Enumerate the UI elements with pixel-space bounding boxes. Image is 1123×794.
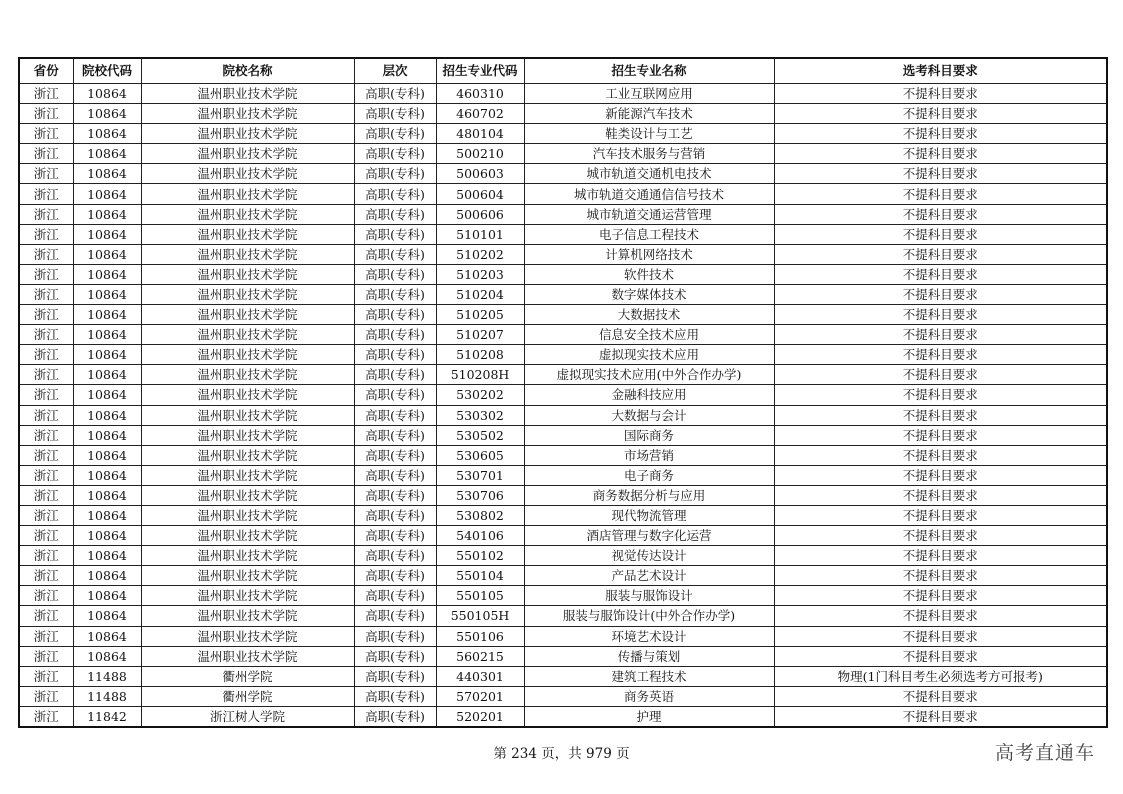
cell-major-name: 商务英语 <box>524 686 774 706</box>
cell-province: 浙江 <box>19 224 73 244</box>
cell-school-name: 衢州学院 <box>141 686 354 706</box>
cell-subject-requirement: 不提科目要求 <box>774 505 1107 525</box>
cell-major-name: 国际商务 <box>524 425 774 445</box>
table-row <box>19 204 1107 224</box>
cell-major-code: 530802 <box>436 505 524 525</box>
cell-school-name: 温州职业技术学院 <box>141 184 354 204</box>
cell-province: 浙江 <box>19 485 73 505</box>
cell-level: 高职(专科) <box>354 706 436 727</box>
cell-province: 浙江 <box>19 626 73 646</box>
cell-major-code: 510208 <box>436 345 524 365</box>
cell-province: 浙江 <box>19 345 73 365</box>
table-row <box>19 485 1107 505</box>
cell-major-code: 510202 <box>436 244 524 264</box>
cell-level: 高职(专科) <box>354 465 436 485</box>
cell-major-name: 护理 <box>524 706 774 727</box>
table-row <box>19 626 1107 646</box>
cell-province: 浙江 <box>19 606 73 626</box>
cell-major-code: 530202 <box>436 385 524 405</box>
cell-school-name: 浙江树人学院 <box>141 706 354 727</box>
cell-major-name: 城市轨道交通通信信号技术 <box>524 184 774 204</box>
cell-subject-requirement: 不提科目要求 <box>774 345 1107 365</box>
cell-school-name: 温州职业技术学院 <box>141 646 354 666</box>
cell-major-code: 560215 <box>436 646 524 666</box>
cell-province: 浙江 <box>19 666 73 686</box>
cell-major-name: 汽车技术服务与营销 <box>524 144 774 164</box>
cell-school-code: 10864 <box>73 365 141 385</box>
watermark-logo: 高考直通车 <box>994 742 1095 764</box>
cell-province: 浙江 <box>19 264 73 284</box>
cell-subject-requirement: 不提科目要求 <box>774 586 1107 606</box>
cell-major-code: 530706 <box>436 485 524 505</box>
cell-province: 浙江 <box>19 84 73 104</box>
table-row <box>19 164 1107 184</box>
cell-province: 浙江 <box>19 305 73 325</box>
table-row <box>19 84 1107 104</box>
cell-major-name: 服装与服饰设计 <box>524 586 774 606</box>
table-row <box>19 244 1107 264</box>
cell-major-name: 市场营销 <box>524 445 774 465</box>
cell-level: 高职(专科) <box>354 144 436 164</box>
table-row <box>19 666 1107 686</box>
cell-school-code: 10864 <box>73 505 141 525</box>
cell-level: 高职(专科) <box>354 104 436 124</box>
cell-province: 浙江 <box>19 284 73 304</box>
cell-major-name: 视觉传达设计 <box>524 546 774 566</box>
cell-school-name: 温州职业技术学院 <box>141 405 354 425</box>
cell-major-code: 510204 <box>436 284 524 304</box>
cell-major-code: 570201 <box>436 686 524 706</box>
cell-major-name: 计算机网络技术 <box>524 244 774 264</box>
header-major-code: 招生专业代码 <box>436 58 524 84</box>
cell-major-code: 550106 <box>436 626 524 646</box>
cell-school-name: 温州职业技术学院 <box>141 204 354 224</box>
cell-level: 高职(专科) <box>354 666 436 686</box>
cell-school-code: 11488 <box>73 686 141 706</box>
cell-school-code: 10864 <box>73 586 141 606</box>
cell-major-name: 大数据与会计 <box>524 405 774 425</box>
cell-subject-requirement: 不提科目要求 <box>774 325 1107 345</box>
cell-level: 高职(专科) <box>354 224 436 244</box>
cell-province: 浙江 <box>19 586 73 606</box>
cell-subject-requirement: 不提科目要求 <box>774 526 1107 546</box>
cell-level: 高职(专科) <box>354 606 436 626</box>
cell-province: 浙江 <box>19 325 73 345</box>
table-row <box>19 445 1107 465</box>
table-row <box>19 646 1107 666</box>
cell-major-code: 540106 <box>436 526 524 546</box>
table-row <box>19 546 1107 566</box>
cell-level: 高职(专科) <box>354 646 436 666</box>
cell-province: 浙江 <box>19 184 73 204</box>
cell-level: 高职(专科) <box>354 124 436 144</box>
cell-subject-requirement: 不提科目要求 <box>774 706 1107 727</box>
cell-level: 高职(专科) <box>354 405 436 425</box>
table-row <box>19 526 1107 546</box>
header-major-name: 招生专业名称 <box>524 58 774 84</box>
cell-major-code: 550105 <box>436 586 524 606</box>
cell-major-code: 510207 <box>436 325 524 345</box>
cell-school-name: 温州职业技术学院 <box>141 164 354 184</box>
cell-school-code: 10864 <box>73 204 141 224</box>
cell-province: 浙江 <box>19 405 73 425</box>
cell-province: 浙江 <box>19 144 73 164</box>
cell-level: 高职(专科) <box>354 204 436 224</box>
cell-major-name: 服装与服饰设计(中外合作办学) <box>524 606 774 626</box>
cell-level: 高职(专科) <box>354 305 436 325</box>
cell-subject-requirement: 不提科目要求 <box>774 445 1107 465</box>
cell-province: 浙江 <box>19 686 73 706</box>
header-school-name: 院校名称 <box>141 58 354 84</box>
cell-major-name: 数字媒体技术 <box>524 284 774 304</box>
cell-major-code: 550105H <box>436 606 524 626</box>
table-row <box>19 606 1107 626</box>
table-row <box>19 365 1107 385</box>
cell-school-code: 10864 <box>73 566 141 586</box>
cell-major-code: 500603 <box>436 164 524 184</box>
cell-subject-requirement: 不提科目要求 <box>774 164 1107 184</box>
cell-province: 浙江 <box>19 706 73 727</box>
cell-school-code: 10864 <box>73 445 141 465</box>
cell-school-name: 温州职业技术学院 <box>141 485 354 505</box>
cell-level: 高职(专科) <box>354 445 436 465</box>
cell-school-code: 10864 <box>73 465 141 485</box>
cell-subject-requirement: 不提科目要求 <box>774 144 1107 164</box>
cell-subject-requirement: 不提科目要求 <box>774 385 1107 405</box>
table-row <box>19 706 1107 727</box>
table-header-row <box>19 58 1107 84</box>
cell-major-name: 电子信息工程技术 <box>524 224 774 244</box>
table-row <box>19 224 1107 244</box>
cell-school-code: 10864 <box>73 325 141 345</box>
cell-major-code: 550102 <box>436 546 524 566</box>
cell-school-name: 温州职业技术学院 <box>141 465 354 485</box>
cell-school-name: 温州职业技术学院 <box>141 224 354 244</box>
header-level: 层次 <box>354 58 436 84</box>
cell-subject-requirement: 不提科目要求 <box>774 626 1107 646</box>
cell-level: 高职(专科) <box>354 686 436 706</box>
cell-school-code: 10864 <box>73 606 141 626</box>
cell-major-name: 软件技术 <box>524 264 774 284</box>
cell-school-code: 11842 <box>73 706 141 727</box>
table-row <box>19 325 1107 345</box>
cell-province: 浙江 <box>19 566 73 586</box>
cell-subject-requirement: 不提科目要求 <box>774 365 1107 385</box>
cell-school-name: 温州职业技术学院 <box>141 606 354 626</box>
table-row <box>19 505 1107 525</box>
table-row <box>19 264 1107 284</box>
cell-major-code: 440301 <box>436 666 524 686</box>
cell-subject-requirement: 不提科目要求 <box>774 204 1107 224</box>
cell-major-code: 500604 <box>436 184 524 204</box>
cell-province: 浙江 <box>19 425 73 445</box>
cell-major-code: 530502 <box>436 425 524 445</box>
cell-major-name: 虚拟现实技术应用 <box>524 345 774 365</box>
cell-school-code: 10864 <box>73 264 141 284</box>
cell-subject-requirement: 不提科目要求 <box>774 244 1107 264</box>
table-row <box>19 184 1107 204</box>
cell-level: 高职(专科) <box>354 385 436 405</box>
cell-school-code: 10864 <box>73 284 141 304</box>
cell-school-name: 温州职业技术学院 <box>141 566 354 586</box>
cell-school-code: 10864 <box>73 425 141 445</box>
cell-major-code: 500606 <box>436 204 524 224</box>
cell-subject-requirement: 不提科目要求 <box>774 284 1107 304</box>
cell-major-code: 530701 <box>436 465 524 485</box>
cell-major-name: 城市轨道交通运营管理 <box>524 204 774 224</box>
cell-major-code: 520201 <box>436 706 524 727</box>
cell-province: 浙江 <box>19 465 73 485</box>
cell-major-code: 510205 <box>436 305 524 325</box>
cell-subject-requirement: 物理(1门科目考生必须选考方可报考) <box>774 666 1107 686</box>
cell-school-name: 温州职业技术学院 <box>141 305 354 325</box>
cell-school-code: 10864 <box>73 104 141 124</box>
cell-province: 浙江 <box>19 526 73 546</box>
cell-major-name: 环境艺术设计 <box>524 626 774 646</box>
cell-school-code: 10864 <box>73 405 141 425</box>
cell-school-name: 温州职业技术学院 <box>141 586 354 606</box>
cell-province: 浙江 <box>19 646 73 666</box>
cell-school-code: 11488 <box>73 666 141 686</box>
cell-subject-requirement: 不提科目要求 <box>774 184 1107 204</box>
cell-province: 浙江 <box>19 546 73 566</box>
cell-level: 高职(专科) <box>354 284 436 304</box>
cell-subject-requirement: 不提科目要求 <box>774 686 1107 706</box>
cell-level: 高职(专科) <box>354 586 436 606</box>
cell-major-name: 新能源汽车技术 <box>524 104 774 124</box>
cell-subject-requirement: 不提科目要求 <box>774 84 1107 104</box>
table-row <box>19 124 1107 144</box>
cell-subject-requirement: 不提科目要求 <box>774 124 1107 144</box>
page-number: 第 234 页，共 979 页 <box>493 746 630 762</box>
cell-subject-requirement: 不提科目要求 <box>774 405 1107 425</box>
cell-level: 高职(专科) <box>354 184 436 204</box>
cell-school-name: 温州职业技术学院 <box>141 626 354 646</box>
cell-level: 高职(专科) <box>354 485 436 505</box>
cell-major-name: 工业互联网应用 <box>524 84 774 104</box>
cell-major-code: 510101 <box>436 224 524 244</box>
cell-major-name: 城市轨道交通机电技术 <box>524 164 774 184</box>
cell-school-name: 温州职业技术学院 <box>141 385 354 405</box>
cell-major-code: 460310 <box>436 84 524 104</box>
cell-school-code: 10864 <box>73 526 141 546</box>
table-row <box>19 425 1107 445</box>
cell-major-name: 虚拟现实技术应用(中外合作办学) <box>524 365 774 385</box>
cell-school-name: 温州职业技术学院 <box>141 546 354 566</box>
cell-level: 高职(专科) <box>354 626 436 646</box>
cell-level: 高职(专科) <box>354 345 436 365</box>
cell-province: 浙江 <box>19 365 73 385</box>
cell-major-name: 传播与策划 <box>524 646 774 666</box>
cell-school-name: 温州职业技术学院 <box>141 84 354 104</box>
cell-school-code: 10864 <box>73 305 141 325</box>
cell-school-name: 温州职业技术学院 <box>141 526 354 546</box>
cell-school-name: 温州职业技术学院 <box>141 425 354 445</box>
cell-school-code: 10864 <box>73 224 141 244</box>
cell-school-name: 温州职业技术学院 <box>141 124 354 144</box>
cell-school-code: 10864 <box>73 144 141 164</box>
cell-school-name: 温州职业技术学院 <box>141 365 354 385</box>
table-row <box>19 385 1107 405</box>
cell-major-code: 510203 <box>436 264 524 284</box>
table-row <box>19 686 1107 706</box>
cell-level: 高职(专科) <box>354 84 436 104</box>
cell-school-code: 10864 <box>73 485 141 505</box>
table-row <box>19 144 1107 164</box>
cell-school-name: 温州职业技术学院 <box>141 345 354 365</box>
cell-subject-requirement: 不提科目要求 <box>774 546 1107 566</box>
cell-level: 高职(专科) <box>354 566 436 586</box>
cell-major-name: 金融科技应用 <box>524 385 774 405</box>
admissions-table-container <box>18 57 1108 728</box>
cell-subject-requirement: 不提科目要求 <box>774 646 1107 666</box>
cell-province: 浙江 <box>19 124 73 144</box>
cell-level: 高职(专科) <box>354 546 436 566</box>
header-province: 省份 <box>19 58 73 84</box>
cell-province: 浙江 <box>19 505 73 525</box>
cell-major-code: 480104 <box>436 124 524 144</box>
header-subject-requirement: 选考科目要求 <box>774 58 1107 84</box>
cell-major-name: 酒店管理与数字化运营 <box>524 526 774 546</box>
cell-school-code: 10864 <box>73 345 141 365</box>
cell-major-name: 建筑工程技术 <box>524 666 774 686</box>
cell-level: 高职(专科) <box>354 264 436 284</box>
cell-school-name: 温州职业技术学院 <box>141 505 354 525</box>
cell-school-name: 温州职业技术学院 <box>141 104 354 124</box>
cell-province: 浙江 <box>19 164 73 184</box>
cell-subject-requirement: 不提科目要求 <box>774 465 1107 485</box>
cell-school-name: 温州职业技术学院 <box>141 325 354 345</box>
cell-school-code: 10864 <box>73 84 141 104</box>
cell-major-code: 530605 <box>436 445 524 465</box>
cell-subject-requirement: 不提科目要求 <box>774 104 1107 124</box>
cell-major-code: 530302 <box>436 405 524 425</box>
cell-school-code: 10864 <box>73 184 141 204</box>
cell-major-name: 鞋类设计与工艺 <box>524 124 774 144</box>
cell-level: 高职(专科) <box>354 244 436 264</box>
table-row <box>19 566 1107 586</box>
cell-subject-requirement: 不提科目要求 <box>774 224 1107 244</box>
cell-major-code: 500210 <box>436 144 524 164</box>
cell-subject-requirement: 不提科目要求 <box>774 425 1107 445</box>
table-body <box>19 84 1107 728</box>
cell-subject-requirement: 不提科目要求 <box>774 566 1107 586</box>
cell-major-code: 550104 <box>436 566 524 586</box>
cell-level: 高职(专科) <box>354 325 436 345</box>
cell-school-code: 10864 <box>73 626 141 646</box>
cell-major-name: 大数据技术 <box>524 305 774 325</box>
table-row <box>19 305 1107 325</box>
cell-level: 高职(专科) <box>354 365 436 385</box>
cell-subject-requirement: 不提科目要求 <box>774 606 1107 626</box>
table-row <box>19 345 1107 365</box>
cell-major-code: 510208H <box>436 365 524 385</box>
table-row <box>19 405 1107 425</box>
cell-major-name: 电子商务 <box>524 465 774 485</box>
table-row <box>19 284 1107 304</box>
cell-school-code: 10864 <box>73 124 141 144</box>
cell-province: 浙江 <box>19 104 73 124</box>
cell-province: 浙江 <box>19 244 73 264</box>
cell-school-code: 10864 <box>73 244 141 264</box>
cell-school-code: 10864 <box>73 546 141 566</box>
cell-level: 高职(专科) <box>354 505 436 525</box>
cell-school-name: 温州职业技术学院 <box>141 445 354 465</box>
cell-province: 浙江 <box>19 204 73 224</box>
cell-school-name: 温州职业技术学院 <box>141 264 354 284</box>
cell-school-code: 10864 <box>73 385 141 405</box>
cell-subject-requirement: 不提科目要求 <box>774 264 1107 284</box>
cell-province: 浙江 <box>19 385 73 405</box>
cell-major-name: 现代物流管理 <box>524 505 774 525</box>
cell-subject-requirement: 不提科目要求 <box>774 485 1107 505</box>
cell-province: 浙江 <box>19 445 73 465</box>
cell-level: 高职(专科) <box>354 526 436 546</box>
cell-major-name: 信息安全技术应用 <box>524 325 774 345</box>
cell-major-code: 460702 <box>436 104 524 124</box>
cell-school-code: 10864 <box>73 164 141 184</box>
cell-school-name: 衢州学院 <box>141 666 354 686</box>
admissions-table <box>18 57 1108 728</box>
cell-major-name: 商务数据分析与应用 <box>524 485 774 505</box>
table-row <box>19 104 1107 124</box>
header-school-code: 院校代码 <box>73 58 141 84</box>
cell-subject-requirement: 不提科目要求 <box>774 305 1107 325</box>
cell-school-name: 温州职业技术学院 <box>141 144 354 164</box>
table-row <box>19 586 1107 606</box>
cell-school-name: 温州职业技术学院 <box>141 244 354 264</box>
table-row <box>19 465 1107 485</box>
cell-major-name: 产品艺术设计 <box>524 566 774 586</box>
cell-school-code: 10864 <box>73 646 141 666</box>
cell-school-name: 温州职业技术学院 <box>141 284 354 304</box>
cell-level: 高职(专科) <box>354 164 436 184</box>
cell-level: 高职(专科) <box>354 425 436 445</box>
